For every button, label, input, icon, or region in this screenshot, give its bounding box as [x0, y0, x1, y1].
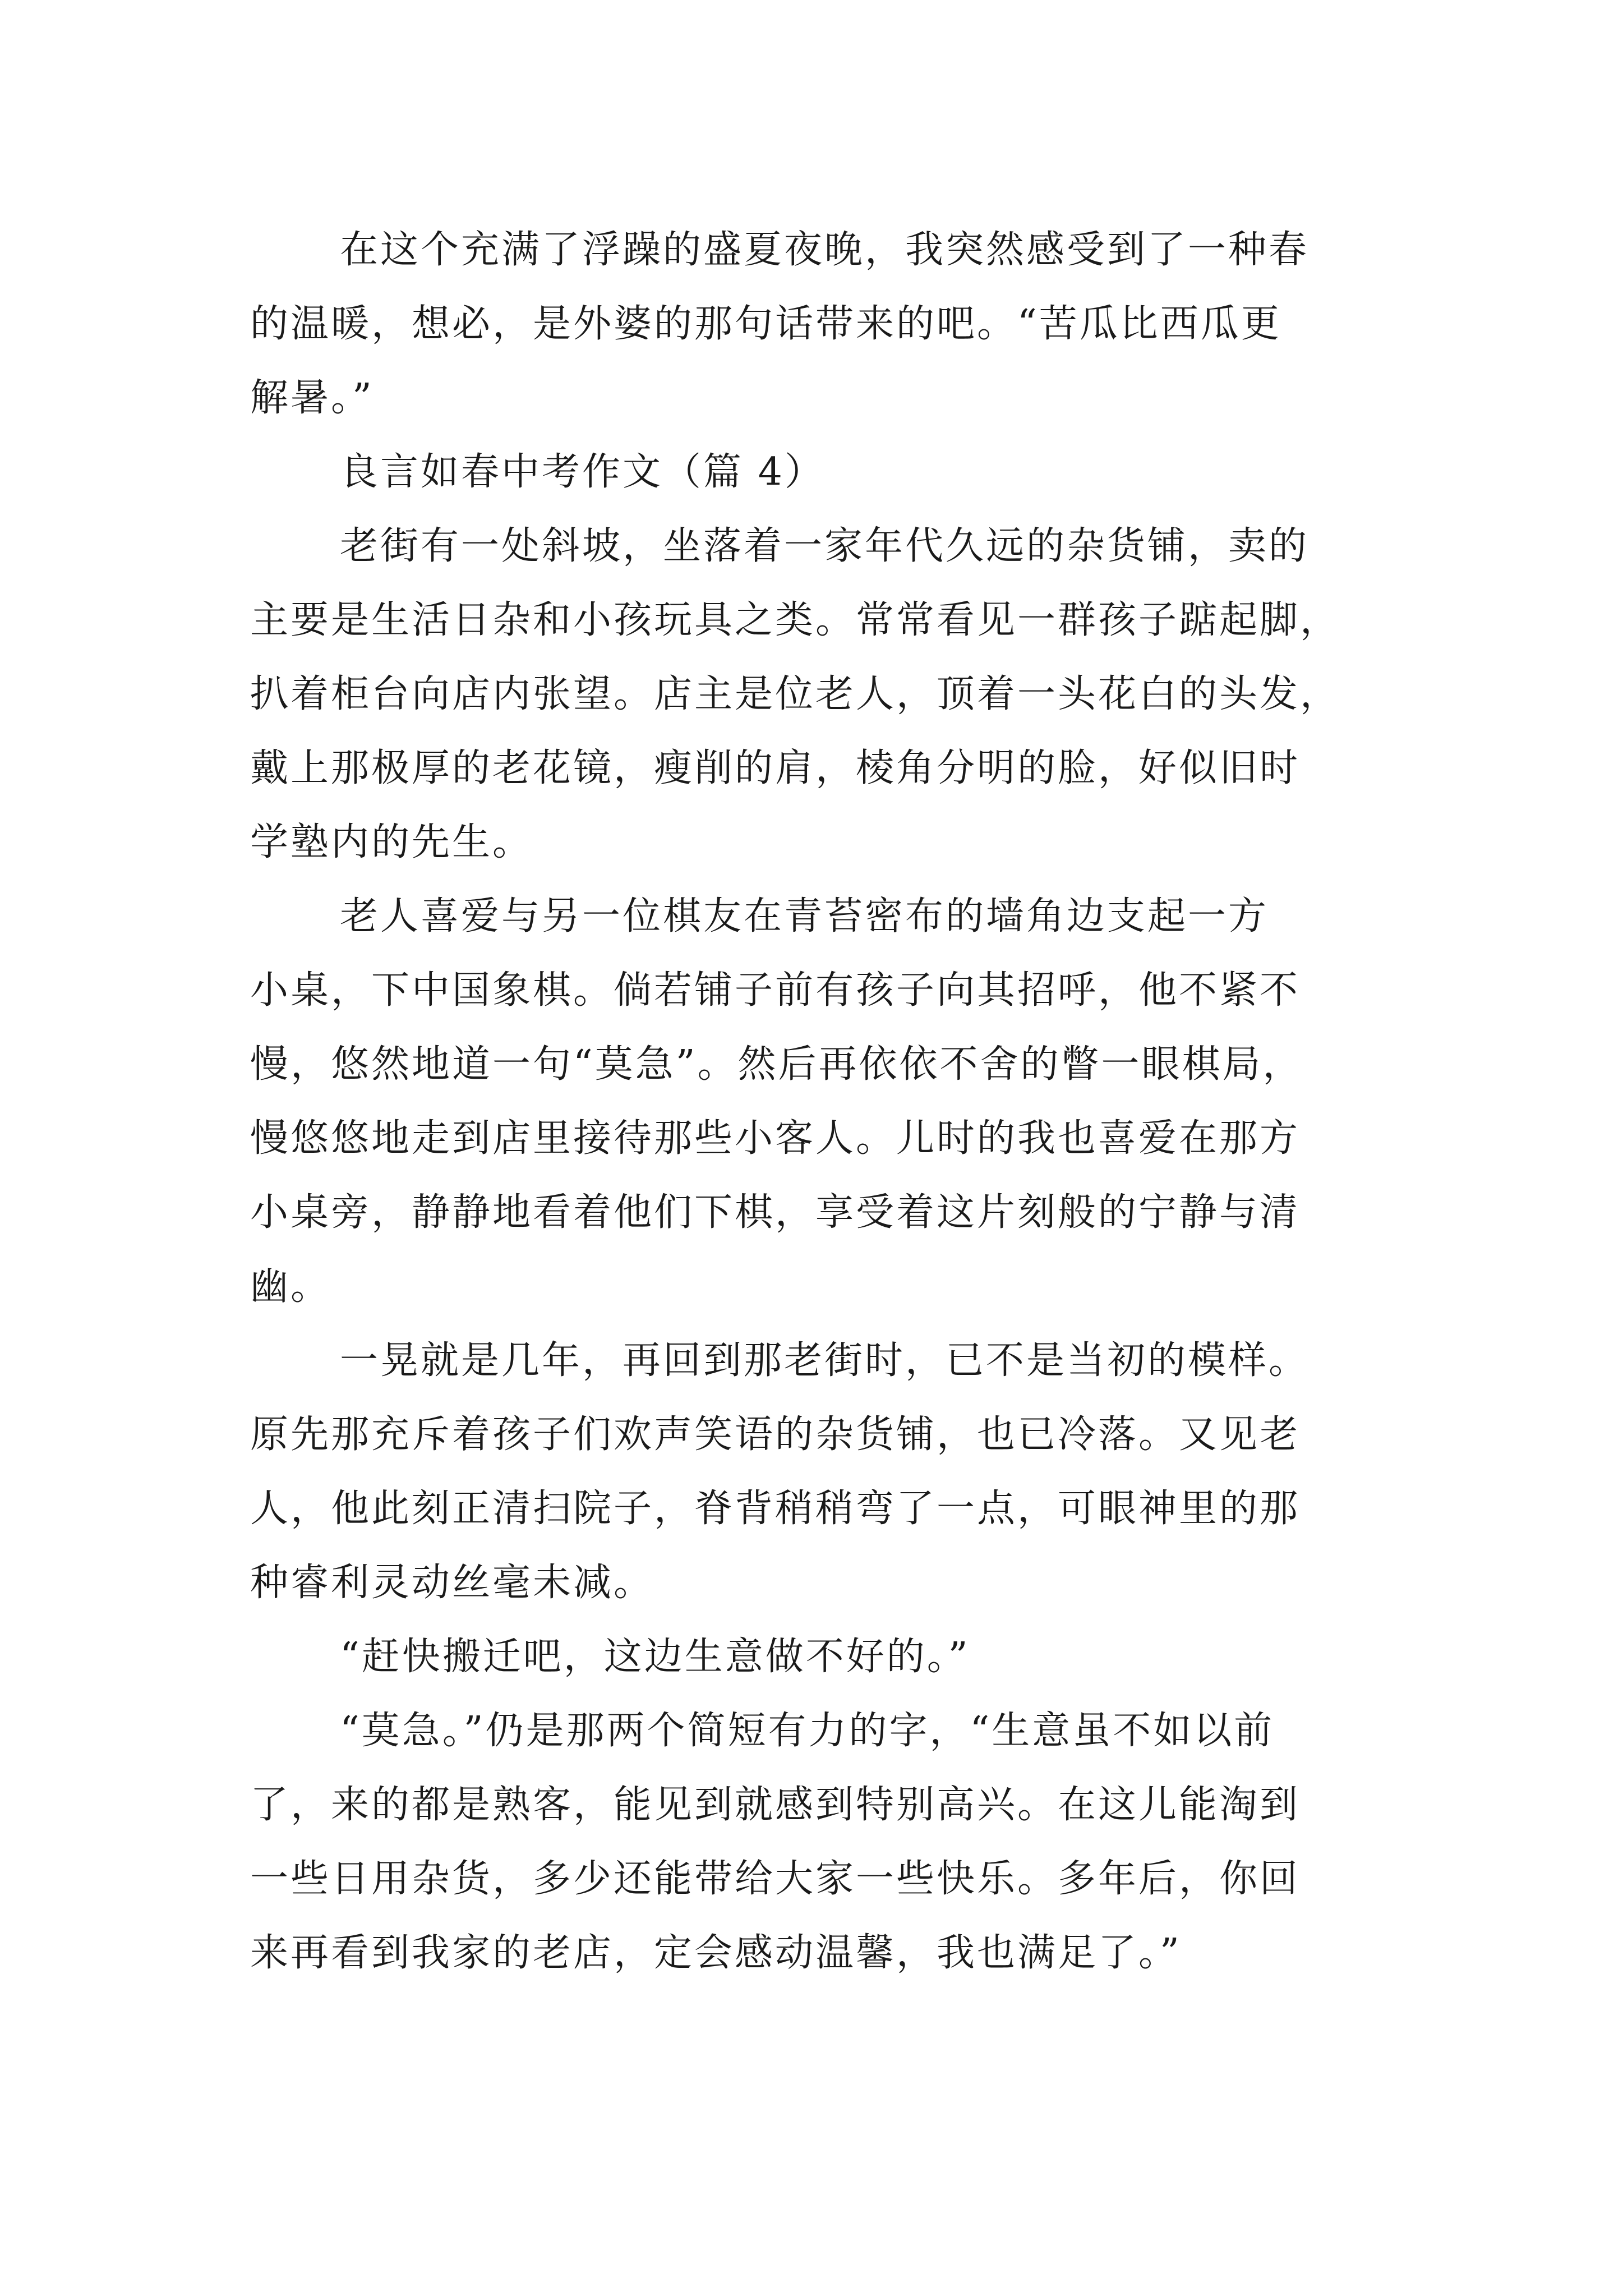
paragraph-line: 慢悠悠地走到店里接待那些小客人。儿时的我也喜爱在那方 [250, 1116, 1301, 1161]
paragraph-line: 解暑。” [250, 376, 374, 420]
paragraph-line: “莫急。”仍是那两个简短有力的字，“生意虽不如以前 [340, 1709, 1275, 1753]
paragraph-line: 慢，悠然地道一句“莫急”。然后再依依不舍的瞥一眼棋局， [250, 1042, 1303, 1087]
paragraph-line: “赶快搬迁吧，这边生意做不好的。” [340, 1635, 970, 1679]
paragraph-2 [250, 509, 1394, 880]
paragraph-line: 小桌旁，静静地看着他们下棋，享受着这片刻般的宁静与清 [250, 1190, 1301, 1235]
paragraph-line: 小桌，下中国象棋。倘若铺子前有孩子向其招呼，他不紧不 [250, 968, 1301, 1013]
paragraph-line: 学塾内的先生。 [250, 820, 533, 864]
section-heading: 良言如春中考作文（篇 4） [340, 450, 825, 494]
paragraph-line: 老街有一处斜坡，坐落着一家年代久远的杂货铺，卖的 [340, 524, 1310, 568]
paragraph-line: 原先那充斥着孩子们欢声笑语的杂货铺，也已冷落。又见老 [250, 1412, 1301, 1457]
paragraph-line: 种睿利灵动丝毫未减。 [250, 1561, 654, 1605]
paragraph-line: 的温暖，想必，是外婆的那句话带来的吧。“苦瓜比西瓜更 [250, 302, 1281, 346]
paragraph-line: 戴上那极厚的老花镜，瘦削的肩，棱角分明的脸，好似旧时 [250, 746, 1301, 790]
paragraph-line: 主要是生活日杂和小孩玩具之类。常常看见一群孩子踮起脚， [250, 598, 1341, 642]
paragraph-line: 一些日用杂货，多少还能带给大家一些快乐。多年后，你回 [250, 1857, 1301, 1901]
paragraph-1 [250, 213, 1394, 435]
paragraph-5 [250, 1620, 1394, 1694]
paragraph-line: 在这个充满了浮躁的盛夏夜晚，我突然感受到了一种春 [340, 228, 1310, 272]
paragraph-6 [250, 1694, 1394, 1990]
paragraph-line: 来再看到我家的老店，定会感动温馨，我也满足了。” [250, 1931, 1182, 1975]
paragraph-line: 老人喜爱与另一位棋友在青苔密布的墙角边支起一方 [340, 894, 1269, 938]
paragraph-3 [250, 880, 1394, 1324]
paragraph-line: 幽。 [250, 1264, 331, 1309]
paragraph-line: 了，来的都是熟客，能见到就感到特别高兴。在这儿能淘到 [250, 1783, 1301, 1827]
paragraph-line: 人，他此刻正清扫院子，脊背稍稍弯了一点，可眼神里的那 [250, 1487, 1301, 1531]
paragraph-line: 扒着柜台向店内张望。店主是位老人，顶着一头花白的头发， [250, 672, 1341, 716]
paragraph-line: 一晃就是几年，再回到那老街时，已不是当初的模样。 [340, 1338, 1310, 1383]
paragraph-4 [250, 1324, 1394, 1620]
